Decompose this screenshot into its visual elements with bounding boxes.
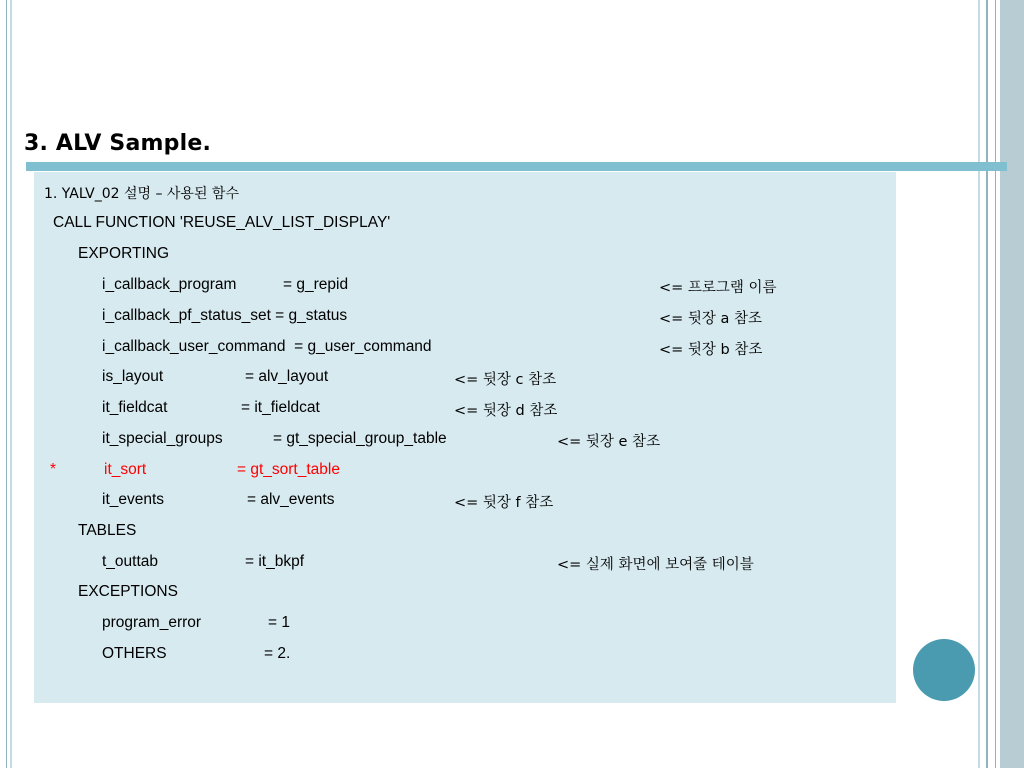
param-name: is_layout: [102, 368, 164, 385]
exporting-keyword: EXPORTING: [78, 245, 170, 262]
param-name: it_fieldcat: [102, 399, 168, 416]
comment-marker: *: [50, 461, 57, 478]
param-comment: <= 실제 화면에 보여줄 테이블: [557, 557, 754, 573]
param-comment: <= 뒷장 e 참조: [557, 434, 661, 450]
param-name-commented: it_sort: [104, 461, 147, 478]
right-stripe-3: [995, 0, 996, 768]
param-name: i_callback_program: [102, 276, 237, 293]
param-name: it_events: [102, 491, 165, 508]
param-value: = 1: [268, 614, 290, 631]
param-comment: <= 뒷장 f 참조: [454, 495, 554, 511]
param-name: program_error: [102, 614, 202, 631]
param-comment: <= 뒷장 d 참조: [454, 403, 558, 419]
param-name: t_outtab: [102, 553, 159, 570]
tables-keyword: TABLES: [78, 522, 137, 539]
left-border-line: [6, 0, 7, 768]
param-value: = g_repid: [283, 276, 349, 293]
param-name: i_callback_pf_status_set = g_status: [102, 307, 348, 324]
left-border-line-inner: [10, 0, 12, 768]
param-comment: <= 뒷장 a 참조: [659, 311, 763, 327]
param-value: = gt_special_group_table: [273, 430, 447, 447]
decorative-circle: [913, 639, 975, 701]
param-value: = it_bkpf: [245, 553, 305, 570]
param-comment: <= 프로그램 이름: [659, 280, 777, 296]
section-heading: 1. YALV_02 설명 – 사용된 함수: [44, 186, 239, 202]
right-stripe-1: [978, 0, 980, 768]
call-function-line: CALL FUNCTION 'REUSE_ALV_LIST_DISPLAY': [53, 214, 391, 231]
title-underline-bar: [26, 162, 1007, 171]
slide-title: 3. ALV Sample.: [24, 131, 212, 156]
param-value-commented: = gt_sort_table: [237, 461, 340, 478]
param-value: = it_fieldcat: [241, 399, 320, 416]
param-name: it_special_groups: [102, 430, 223, 447]
exceptions-keyword: EXCEPTIONS: [78, 583, 178, 600]
param-name: OTHERS: [102, 645, 167, 662]
param-comment: <= 뒷장 c 참조: [454, 372, 557, 388]
param-value: = 2.: [264, 645, 291, 662]
right-stripe-2: [986, 0, 988, 768]
right-stripe-band: [1000, 0, 1024, 768]
param-name: i_callback_user_command = g_user_command: [102, 338, 432, 355]
param-value: = alv_events: [247, 491, 335, 508]
param-comment: <= 뒷장 b 참조: [659, 342, 763, 358]
param-value: = alv_layout: [245, 368, 329, 385]
